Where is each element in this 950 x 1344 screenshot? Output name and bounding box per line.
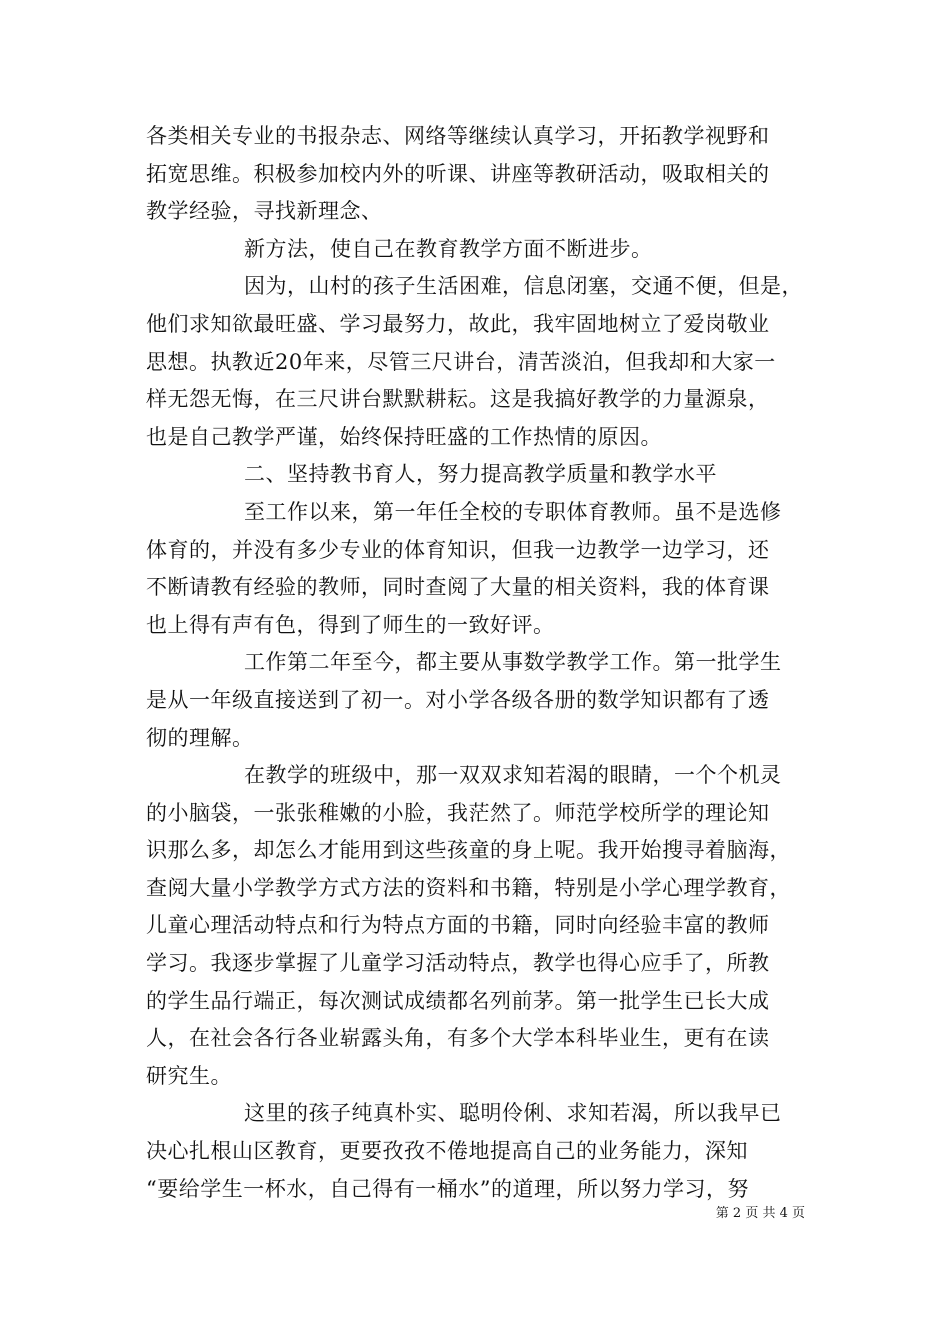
text-line: 在教学的班级中，那一双双求知若渴的眼睛，一个个机灵 bbox=[244, 763, 782, 788]
text-line: 各类相关专业的书报杂志、网络等继续认真学习，开拓教学视野和 bbox=[146, 124, 770, 148]
text-line: 这里的孩子纯真朴实、聪明伶俐、求知若渴，所以我早已 bbox=[244, 1101, 782, 1126]
text-line: 人，在社会各行各业崭露头角，有多个大学本科毕业生，更有在读 bbox=[146, 1026, 770, 1051]
text-line: 体育的，并没有多少专业的体育知识，但我一边教学一边学习，还 bbox=[146, 537, 770, 562]
text-line: 研究生。 bbox=[146, 1063, 232, 1088]
section-heading: 二、坚持教书育人，努力提高教学质量和教学水平 bbox=[244, 462, 717, 487]
text-line: 是从一年级直接送到了初一。对小学各级各册的数学知识都有了透 bbox=[146, 687, 770, 712]
text-line: 新方法，使自己在教育教学方面不断进步。 bbox=[244, 236, 653, 261]
text-line: 的小脑袋，一张张稚嫩的小脸，我茫然了。师范学校所学的理论知 bbox=[146, 800, 770, 825]
text-line: 决心扎根山区教育，更要孜孜不倦地提高自己的业务能力，深知 bbox=[146, 1139, 748, 1164]
text-line: 也是自己教学严谨，始终保持旺盛的工作热情的原因。 bbox=[146, 424, 662, 449]
text-line: 彻的理解。 bbox=[146, 725, 254, 750]
text-line: 教学经验，寻找新理念、 bbox=[146, 199, 383, 224]
text-line: 的学生品行端正，每次测试成绩都名列前茅。第一批学生已长大成 bbox=[146, 988, 770, 1013]
text-line: 不断请教有经验的教师，同时查阅了大量的相关资料，我的体育课 bbox=[146, 575, 770, 600]
text-line: 儿童心理活动特点和行为特点方面的书籍，同时向经验丰富的教师 bbox=[146, 913, 770, 938]
text-line: 至工作以来，第一年任全校的专职体育教师。虽不是选修 bbox=[244, 499, 782, 524]
text-line: 他们求知欲最旺盛、学习最努力，故此，我牢固地树立了爱岗敬业 bbox=[146, 311, 770, 336]
text-line: 学习。我逐步掌握了儿童学习活动特点，教学也得心应手了，所教 bbox=[146, 951, 770, 976]
text-line: 工作第二年至今，都主要从事数学教学工作。第一批学生 bbox=[244, 650, 782, 675]
text-line: 样无怨无悔，在三尺讲台默默耕耘。这是我搞好教学的力量源泉， bbox=[146, 387, 770, 412]
body-text bbox=[146, 118, 806, 1208]
text-line: 查阅大量小学教学方式方法的资料和书籍，特别是小学心理学教育， bbox=[146, 875, 791, 900]
text-line: 拓宽思维。积极参加校内外的听课、讲座等教研活动，吸取相关的 bbox=[146, 161, 770, 186]
text-line: 也上得有声有色，得到了师生的一致好评。 bbox=[146, 612, 555, 637]
text-line: 思想。执教近20年来，尽管三尺讲台，清苦淡泊，但我却和大家一 bbox=[146, 349, 776, 374]
text-line: “要给学生一杯水，自己得有一桶水”的道理，所以努力学习，努 bbox=[146, 1176, 749, 1201]
text-line: 识那么多，却怎么才能用到这些孩童的身上呢。我开始搜寻着脑海， bbox=[146, 838, 791, 863]
text-line: 因为，山村的孩子生活困难，信息闭塞，交通不便，但是， bbox=[244, 274, 803, 299]
page-number-footer: 第 2 页 共 4 页 bbox=[715, 1206, 805, 1221]
